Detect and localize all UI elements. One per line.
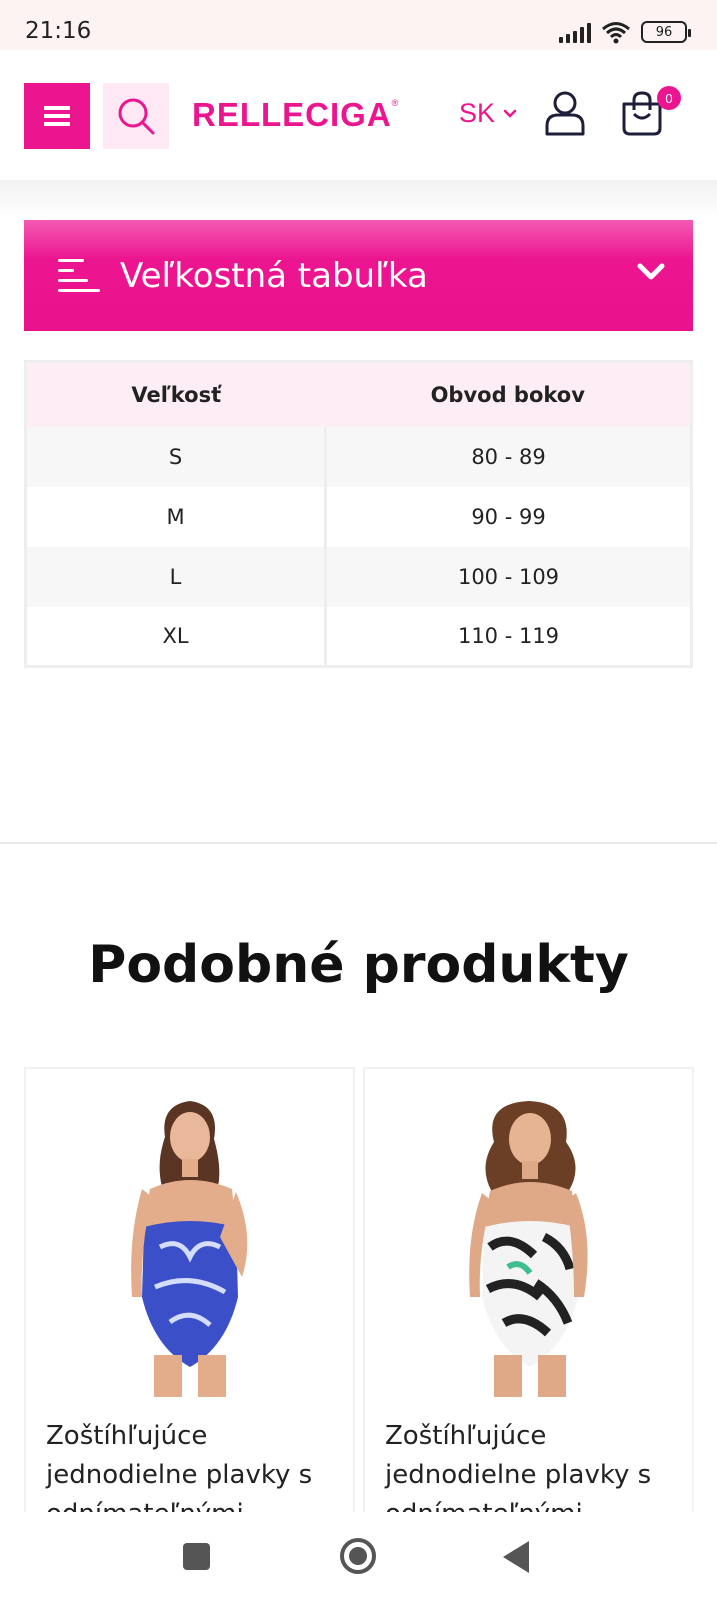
size-chart-title: Veľkostná tabuľka — [120, 255, 428, 296]
column-header-hip: Obvod bokov — [326, 362, 692, 427]
table-cell-size: S — [26, 427, 326, 487]
product-title[interactable]: Zoštíhľujúce jednodielne plavky s — [385, 1421, 652, 1490]
menu-button[interactable] — [24, 83, 90, 149]
logo-text: RELLECIGA — [192, 96, 392, 133]
status-time: 21:16 — [25, 18, 92, 44]
back-icon[interactable] — [503, 1541, 529, 1573]
wifi-icon — [601, 20, 631, 44]
search-button[interactable] — [103, 83, 169, 149]
product-image[interactable] — [444, 1097, 614, 1397]
column-header-size: Veľkosť — [26, 362, 326, 427]
logo-registered-mark: ® — [391, 98, 400, 108]
table-cell-hip: 110 - 119 — [326, 607, 692, 667]
system-nav-bar — [0, 1512, 717, 1600]
product-card[interactable] — [24, 1067, 355, 1527]
battery-icon — [641, 21, 687, 43]
home-icon[interactable] — [340, 1538, 376, 1574]
table-row — [26, 487, 692, 547]
product-card[interactable] — [363, 1067, 694, 1527]
table-cell-hip: 80 - 89 — [326, 427, 692, 487]
table-cell-hip: 90 - 99 — [326, 487, 692, 547]
language-selector[interactable] — [459, 98, 517, 129]
table-header-row — [26, 362, 692, 427]
table-row — [26, 607, 692, 667]
cart-count-badge: 0 — [657, 86, 681, 110]
product-title[interactable]: Zoštíhľujúce jednodielne plavky s — [46, 1421, 313, 1490]
battery-level: 96 — [655, 24, 673, 40]
table-row — [26, 427, 692, 487]
list-icon — [58, 259, 100, 293]
status-bar — [0, 0, 717, 50]
section-divider — [0, 842, 717, 844]
chevron-down-icon — [637, 262, 665, 282]
table-cell-size: XL — [26, 607, 326, 667]
search-icon — [116, 96, 156, 136]
menu-icon — [44, 105, 70, 127]
site-header — [0, 50, 717, 180]
header-shadow — [0, 180, 717, 220]
language-label: SK — [459, 98, 496, 128]
recent-apps-icon[interactable] — [183, 1543, 210, 1570]
signal-icon — [559, 21, 591, 43]
site-logo[interactable] — [192, 96, 399, 134]
user-icon[interactable] — [544, 90, 586, 136]
related-products-title: Podobné produkty — [88, 935, 629, 995]
status-icons — [559, 20, 687, 44]
table-cell-hip: 100 - 109 — [326, 547, 692, 607]
chevron-down-icon — [503, 109, 517, 119]
product-image[interactable] — [110, 1097, 270, 1397]
table-row — [26, 547, 692, 607]
size-table — [24, 360, 693, 668]
size-chart-accordion[interactable] — [24, 220, 693, 331]
table-cell-size: M — [26, 487, 326, 547]
table-cell-size: L — [26, 547, 326, 607]
